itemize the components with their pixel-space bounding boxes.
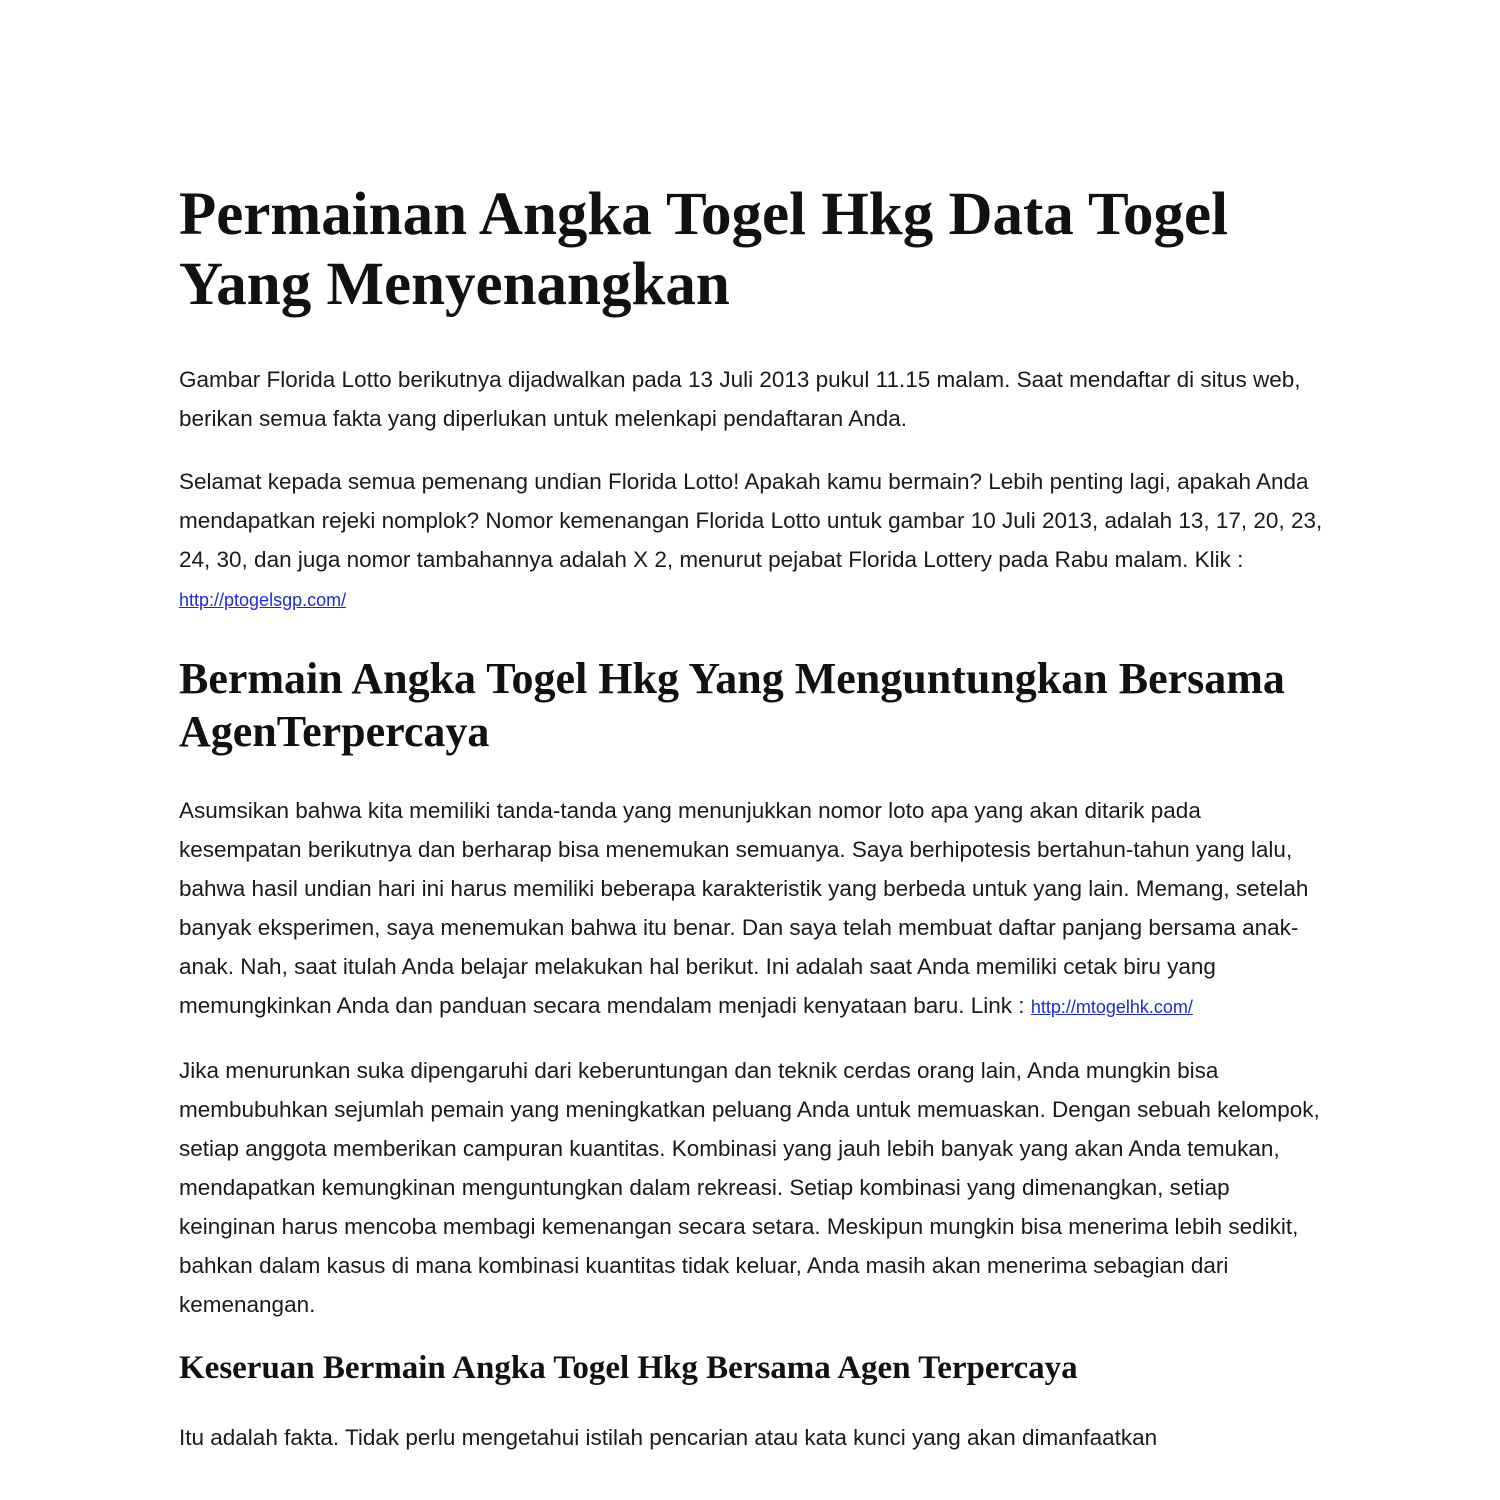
document-body — [179, 180, 1329, 1481]
paragraph-winners-text: Selamat kepada semua pemenang undian Florida Lotto! Apakah kamu bermain? Lebih penting lagi, apakah Anda mendapatkan rejeki nomplok? Nomor kemenangan Florida Lotto untuk gambar 10 Juli 2013, adalah 13, 17, 20, 23, 24, 30, dan juga nomor tambahannya adalah X 2, menurut pejabat Florida Lottery pada Rabu malam. Klik : — [179, 469, 1323, 572]
paragraph-intro: Gambar Florida Lotto berikutnya dijadwalkan pada 13 Juli 2013 pukul 11.15 malam. Saat mendaftar di situs web, berikan semua fakta yang diperlukan untuk melenkapi pendaftaran Anda. — [179, 367, 1301, 431]
paragraph-fakta: Itu adalah fakta. Tidak perlu mengetahui istilah pencarian atau kata kunci yang akan dimanfaatkan — [179, 1425, 1158, 1450]
paragraph-asumsikan — [179, 791, 1329, 1027]
section-heading-bermain: Bermain Angka Togel Hkg Yang Menguntungkan Bersama AgenTerpercaya — [179, 654, 1285, 756]
paragraph-jika: Jika menurunkan suka dipengaruhi dari keberuntungan dan teknik cerdas orang lain, Anda mungkin bisa membubuhkan sejumlah pemain yang meningkatkan peluang Anda untuk memuaskan. Dengan sebuah kelompok, setiap anggota memberikan campuran kuantitas. Kombinasi yang jauh lebih banyak yang akan Anda temukan, mendapatkan kemungkinan menguntungkan dalam rekreasi. Setiap kombinasi yang dimenangkan, setiap keinginan harus mencoba membagi kemenangan secara setara. Meskipun mungkin bisa menerima lebih sedikit, bahkan dalam kasus di mana kombinasi kuantitas tidak keluar, Anda masih akan menerima sebagian dari kemenangan. — [179, 1058, 1320, 1317]
paragraph-asumsikan-text: Asumsikan bahwa kita memiliki tanda-tanda yang menunjukkan nomor loto apa yang akan ditarik pada kesempatan berikutnya dan berharap bisa menemukan semuanya. Saya berhipotesis bertahun-tahun yang lalu, bahwa hasil undian hari ini harus memiliki beberapa karakteristik yang berbeda untuk yang lain. Memang, setelah banyak eksperimen, saya menemukan bahwa itu benar. Dan saya telah membuat daftar panjang bersama anak-anak. Nah, saat itulah Anda belajar melakukan hal berikut. Ini adalah saat Anda memiliki cetak biru yang memungkinkan Anda dan panduan secara mendalam menjadi kenyataan baru. Link : — [179, 798, 1309, 1018]
paragraph-winners — [179, 462, 1329, 620]
page-title: Permainan Angka Togel Hkg Data Togel Yang Menyenangkan — [179, 181, 1229, 318]
link-mtogelhk[interactable]: http://mtogelhk.com/ — [1030, 997, 1193, 1017]
section-heading-keseruan: Keseruan Bermain Angka Togel Hkg Bersama Agen Terpercaya — [179, 1350, 1078, 1386]
link-ptogelsgp[interactable]: http://ptogelsgp.com/ — [179, 590, 347, 610]
